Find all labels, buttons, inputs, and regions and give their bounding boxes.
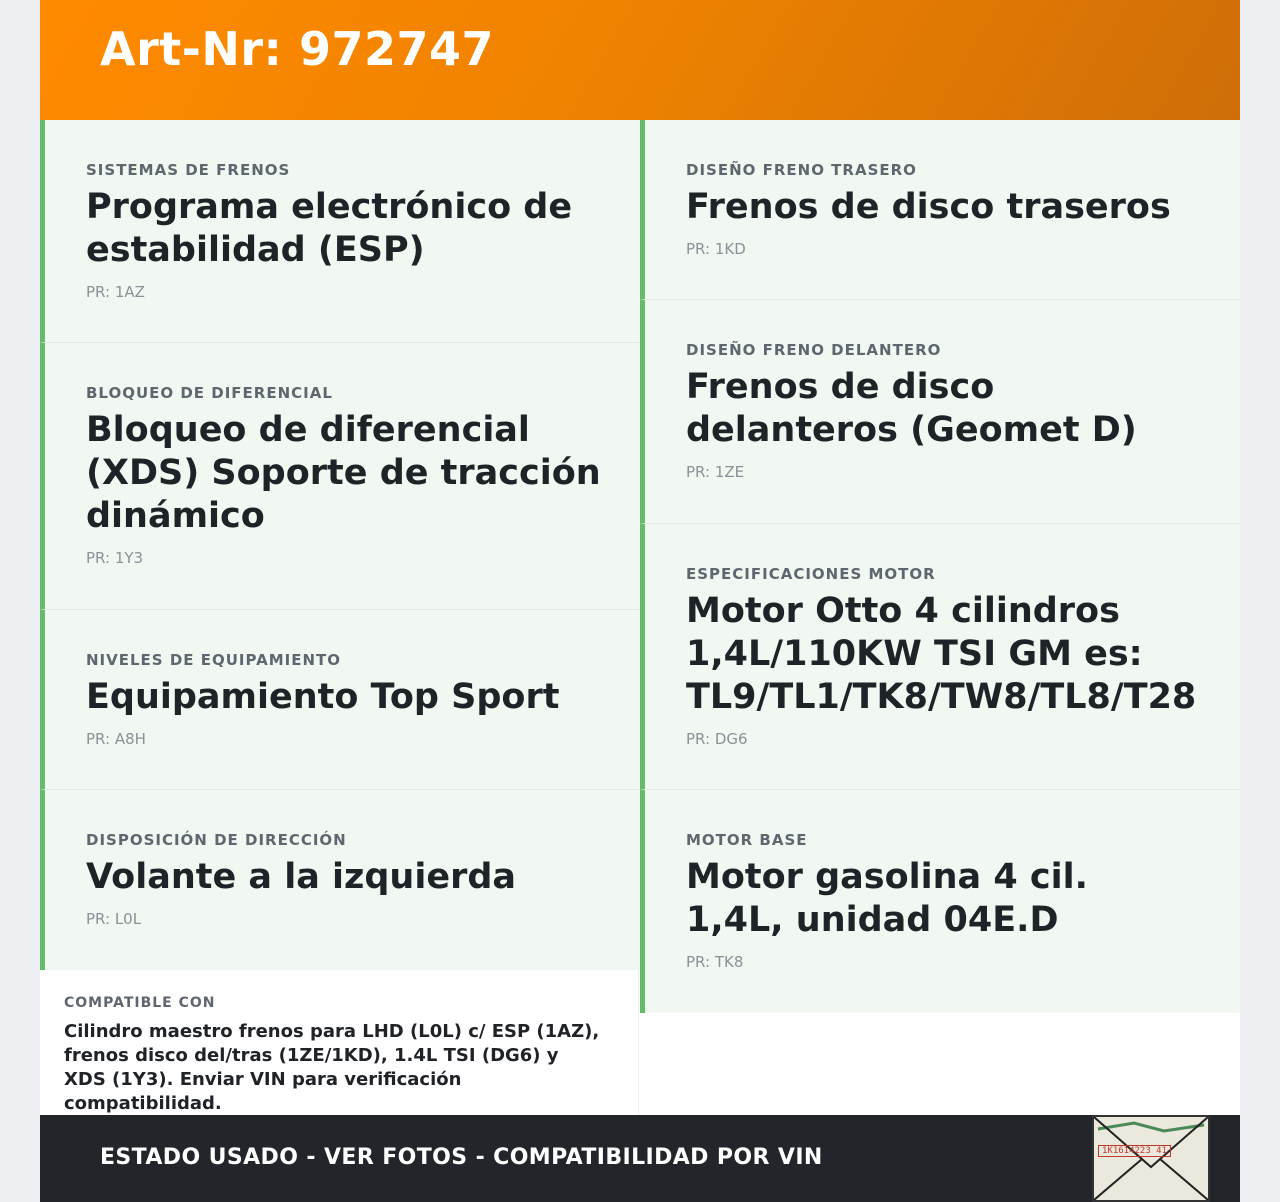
spec-card-engine-specs	[640, 524, 1240, 790]
envelope-icon	[1094, 1117, 1208, 1200]
spec-card-differential-lock	[40, 343, 640, 610]
article-number-title: Art-Nr: 972747	[100, 22, 495, 76]
spec-card-equipment-level	[40, 610, 640, 790]
spec-value: Frenos de disco traseros	[686, 187, 1171, 227]
spec-card-rear-brake	[640, 120, 1240, 300]
spec-pr-code: PR: 1ZE	[686, 463, 745, 481]
product-card	[40, 0, 1240, 1202]
compatibility-box	[40, 970, 639, 1115]
spec-value: Equipamiento Top Sport	[86, 677, 560, 717]
spec-pr-code: PR: 1KD	[686, 240, 746, 258]
spec-pr-code: PR: A8H	[86, 730, 146, 748]
spec-pr-code: PR: DG6	[686, 730, 748, 748]
spec-pr-code: PR: 1Y3	[86, 549, 144, 567]
spec-value: Volante a la izquierda	[86, 857, 517, 897]
spec-label: DISPOSICIÓN DE DIRECCIÓN	[86, 831, 347, 849]
spec-card-brake-systems	[40, 120, 640, 343]
compatibility-label: COMPATIBLE CON	[64, 995, 216, 1011]
spec-pr-code: PR: L0L	[86, 910, 142, 928]
footer-bar	[40, 1115, 1240, 1202]
spec-card-steering	[40, 790, 640, 970]
spec-value: Programa electrónico de estabilidad (ESP)	[86, 187, 573, 270]
footer-status-text: ESTADO USADO - VER FOTOS - COMPATIBILIDAD POR VIN	[100, 1145, 823, 1170]
spec-value: Motor gasolina 4 cil. 1,4L, unidad 04E.D	[686, 857, 1088, 940]
spec-pr-code: PR: TK8	[686, 953, 744, 971]
spec-card-front-brake	[640, 300, 1240, 524]
spec-card-base-engine	[640, 790, 1240, 1013]
spec-pr-code: PR: 1AZ	[86, 283, 145, 301]
spec-value: Motor Otto 4 cilindros 1,4L/110KW TSI GM es: TL9/TL1/TK8/TW8/TL8/T28	[686, 591, 1197, 717]
spec-label: DISEÑO FRENO DELANTERO	[686, 341, 942, 359]
spec-value: Bloqueo de diferencial (XDS) Soporte de tracción dinámico	[86, 410, 601, 536]
spec-label: SISTEMAS DE FRENOS	[86, 161, 291, 179]
header-bar	[40, 0, 1240, 120]
spec-label: DISEÑO FRENO TRASERO	[686, 161, 917, 179]
compatibility-text: Cilindro maestro frenos para LHD (L0L) c/ ESP (1AZ), frenos disco del/tras (1ZE/1KD), 1.4L TSI (DG6) y XDS (1Y3). Enviar VIN para verificación compatibilidad.	[64, 1021, 600, 1114]
spec-value: Frenos de disco delanteros (Geomet D)	[686, 367, 1137, 450]
spec-label: BLOQUEO DE DIFERENCIAL	[86, 384, 333, 402]
spec-label: ESPECIFICACIONES MOTOR	[686, 565, 936, 583]
spec-label: NIVELES DE EQUIPAMIENTO	[86, 651, 342, 669]
part-label-photo-icon[interactable]	[1092, 1115, 1210, 1202]
part-label-text: 1K1614223 41	[1098, 1145, 1171, 1157]
spec-label: MOTOR BASE	[686, 831, 808, 849]
